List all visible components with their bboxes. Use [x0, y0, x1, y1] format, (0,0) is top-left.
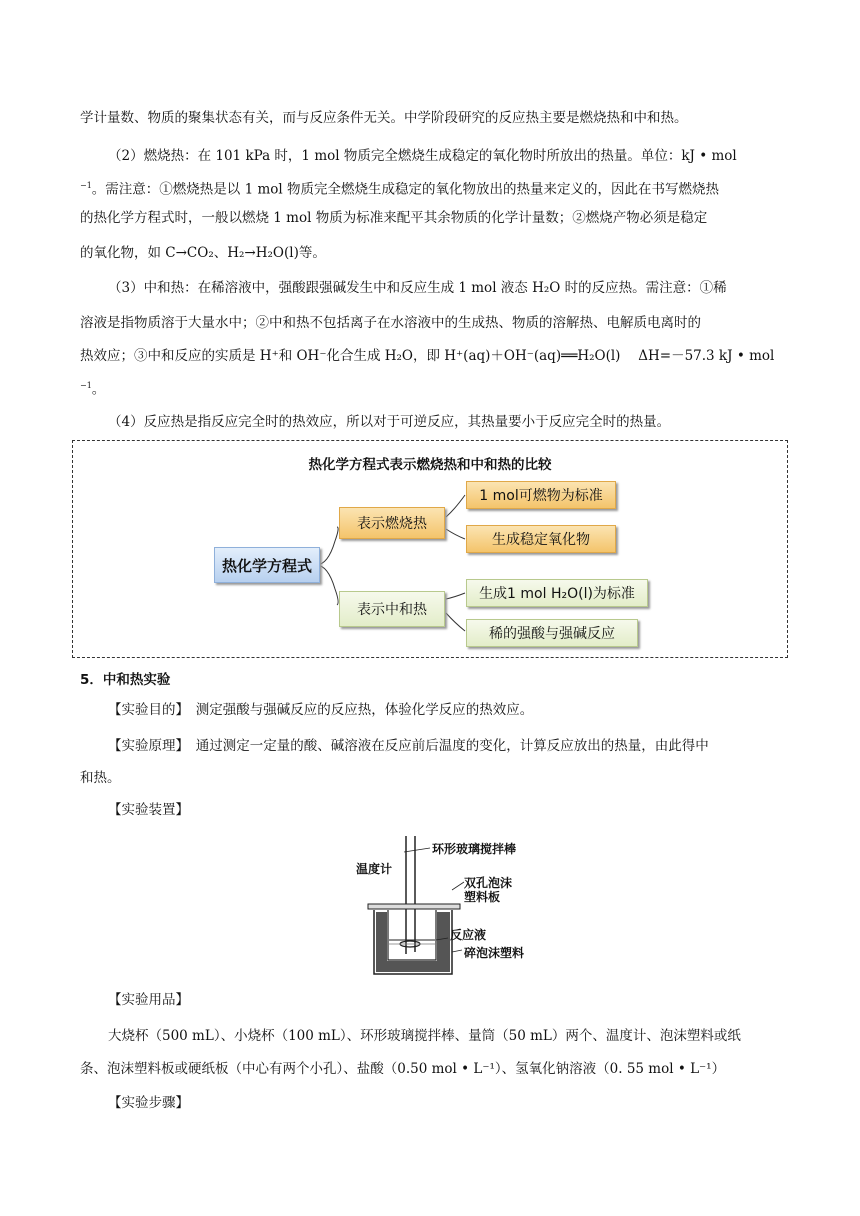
paragraph-line: 【实验目的】 测定强酸与强碱反应的反应热，体验化学反应的热效应。 — [108, 702, 534, 718]
paragraph-line: 【实验用品】 — [108, 992, 189, 1008]
paragraph-line: $^{-1}$。需注意：①燃烧热是以 1 mol 物质完全燃烧生成稳定的氧化物放出的热量来定义的，因此在书写燃烧热 — [80, 181, 720, 198]
board-label-1: 双孔泡沫 — [464, 876, 513, 890]
board-label-2: 塑料板 — [464, 890, 501, 904]
combustion-heat-node: 表示燃烧热 — [339, 507, 445, 539]
comparison-diagram-box — [72, 440, 788, 658]
paragraph-line: 和热。 — [80, 770, 121, 786]
paragraph-line: $^{-1}$。 — [80, 381, 106, 398]
stirrer-label: 环形玻璃搅拌棒 — [432, 842, 517, 856]
thermometer-label: 温度计 — [356, 862, 393, 876]
neutralization-leaf-1: 生成1 mol H₂O(l)为标准 — [466, 579, 648, 607]
paragraph-line: （2）燃烧热：在 101 kPa 时，1 mol 物质完全燃烧生成稳定的氧化物时所放出的热量。单位：kJ • mol — [108, 148, 737, 164]
paragraph-line: 【实验步骤】 — [108, 1095, 189, 1111]
paragraph-line: （3）中和热：在稀溶液中，强酸跟强碱发生中和反应生成 1 mol 液态 H₂O 时的反应热。需注意：①稀 — [108, 280, 727, 296]
combustion-leaf-1: 1 mol可燃物为标准 — [466, 481, 616, 509]
paragraph-line: 大烧杯（500 mL）、小烧杯（100 mL）、环形玻璃搅拌棒、量筒（50 mL）两个、温度计、泡沫塑料或纸 — [108, 1028, 741, 1044]
foam-label: 碎泡沫塑料 — [464, 946, 525, 960]
section-heading: 5．中和热实验 — [80, 672, 171, 688]
paragraph-line: 热效应；③中和反应的实质是 H⁺和 OH⁻化合生成 H₂O，即 H⁺(aq)＋OH⁻(aq)══H₂O(l) ΔH=－57.3 kJ • mol — [80, 348, 775, 364]
paragraph-line: 条、泡沫塑料板或硬纸板（中心有两个小孔）、盐酸（0.50 mol • L⁻¹）、氢氧化钠溶液（0. 55 mol • L⁻¹） — [80, 1061, 726, 1077]
solution-label: 反应液 — [450, 928, 487, 942]
calorimeter-figure — [340, 830, 540, 980]
neutralization-heat-node: 表示中和热 — [339, 591, 445, 627]
paragraph-line: 的热化学方程式时，一般以燃烧 1 mol 物质为标准来配平其余物质的化学计量数；②燃烧产物必须是稳定 — [80, 210, 708, 226]
paragraph-line: 【实验原理】 通过测定一定量的酸、碱溶液在反应前后温度的变化，计算反应放出的热量，由此得中 — [108, 738, 709, 754]
paragraph-line: 学计量数、物质的聚集状态有关，而与反应条件无关。中学阶段研究的反应热主要是燃烧热和中和热。 — [80, 110, 688, 126]
root-node: 热化学方程式 — [214, 547, 320, 583]
paragraph-line: 的氧化物，如 C→CO₂、H₂→H₂O(l)等。 — [80, 245, 326, 261]
combustion-leaf-2: 生成稳定氧化物 — [466, 525, 616, 553]
diagram-title: 热化学方程式表示燃烧热和中和热的比较 — [308, 457, 552, 473]
paragraph-line: 溶液是指物质溶于大量水中；②中和热不包括离子在水溶液中的生成热、物质的溶解热、电解质电离时的 — [80, 315, 701, 331]
paragraph-line: （4）反应热是指反应完全时的热效应，所以对于可逆反应，其热量要小于反应完全时的热量。 — [108, 414, 671, 430]
paragraph-line: 【实验装置】 — [108, 802, 189, 818]
neutralization-leaf-2: 稀的强酸与强碱反应 — [466, 619, 638, 647]
